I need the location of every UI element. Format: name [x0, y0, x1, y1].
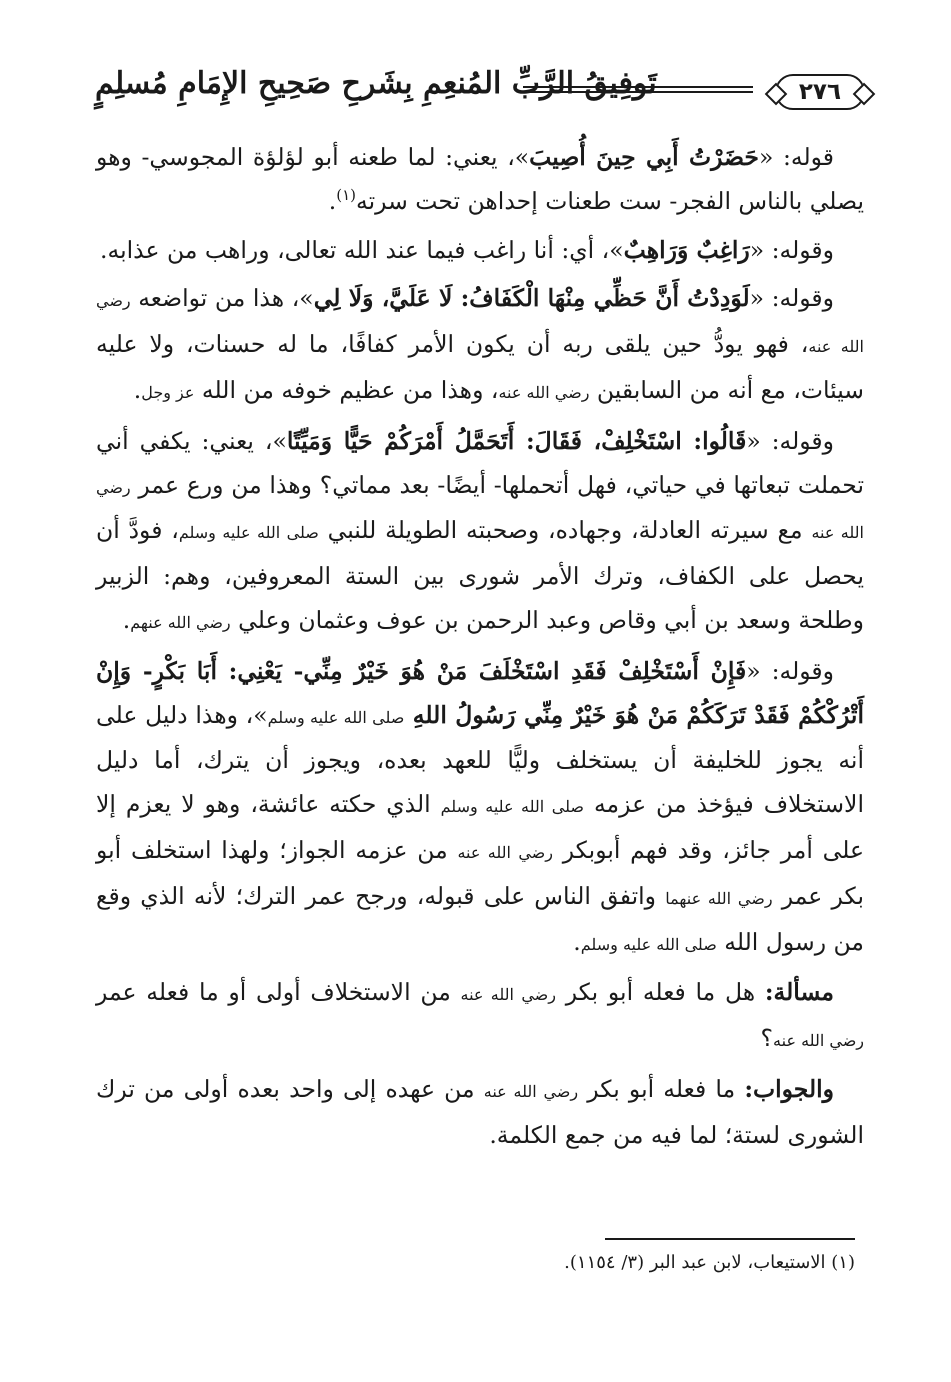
text-run: . — [573, 927, 581, 956]
text-run: ، فهو يودُّ حين يلقى ربه أن يكون الأمر كفافًا، ما له حسنات، ولا عليه سيئات، مع أنه من السابقين — [96, 330, 864, 404]
running-title: تَوفِيقُ الرَّبِّ المُنعِمِ بِشَرحِ صَحِيحِ الإِمَامِ مُسلِمٍ — [95, 66, 657, 101]
text-run: مع سيرته العادلة، وجهاده، وصحبته الطويلة للنبي — [318, 516, 812, 545]
paragraph-lead: والجواب: — [744, 1074, 834, 1103]
text-run: من الاستخلاف أولى أو ما فعله عمر — [96, 978, 461, 1007]
text-run: قوله: « — [758, 143, 834, 171]
text-run: من عزمه الجواز؛ ولهذا استخلف أبو بكر عمر — [96, 835, 864, 910]
paragraph-lead: مسألة: — [764, 978, 835, 1007]
paragraph — [96, 650, 864, 967]
paragraph — [96, 971, 864, 1063]
hadith-quote: رَاغِبٌ وَرَاهِبٌ — [623, 235, 750, 264]
honorific: رضي الله عنه — [457, 842, 553, 862]
footnote-item: (١) الاستيعاب، لابن عبد البر (٣/ ١١٥٤). — [564, 1252, 855, 1273]
text-run: وقوله: « — [749, 284, 835, 313]
text-run: . — [133, 375, 142, 404]
footnote-separator — [605, 1238, 855, 1240]
footnotes — [87, 1248, 855, 1278]
paragraph — [96, 420, 864, 645]
honorific: رضي الله عنه — [96, 477, 865, 543]
text-run: . — [328, 186, 337, 215]
text-run: »، هذا من تواضعه — [130, 284, 314, 313]
hadith-quote: قَالُوا: اسْتَخْلِفْ، فَقَالَ: أَتَحَمَّلُ أَمْرَكُمْ حَيًّا وَمَيِّتًا — [286, 426, 747, 455]
honorific: صلى الله عليه وسلم — [440, 797, 585, 817]
text-run: وقوله: « — [749, 235, 834, 264]
text-run: . — [122, 605, 131, 634]
paragraph — [96, 277, 864, 414]
text-run: واتفق الناس على قبوله، ورجح عمر الترك؛ لأنه الذي وقع من رسول الله — [96, 881, 864, 956]
text-run: هل ما فعله أبو بكر — [555, 978, 765, 1007]
text-run: »، وهذا دليل على أنه يجوز للخليفة أن يستخلف وليًّا للعهد بعده، ويجوز أن يترك، أما دليل الاستخلاف فيؤخذ من عزمه — [96, 700, 864, 819]
honorific: صلى الله عليه وسلم — [178, 523, 319, 543]
text-run: ؟ — [760, 1024, 774, 1053]
honorific: صلى الله عليه وسلم — [267, 707, 405, 727]
honorific: عز وجل — [141, 382, 195, 402]
honorific: رضي الله عنهم — [130, 612, 231, 632]
text-run: »، يعني: لما طعنه أبو لؤلؤة المجوسي- وهو يصلي بالناس الفجر- ست طعنات إحداهن تحت سرته — [96, 143, 864, 215]
honorific: رضي الله عنه — [498, 382, 590, 402]
page-number-badge — [775, 74, 865, 110]
footnote-ref: (١) — [336, 185, 356, 204]
paragraph — [96, 229, 864, 273]
hadith-quote: حَضَرْتُ أَبِي حِينَ أُصِيبَ — [529, 143, 759, 171]
text-run: من عهده إلى واحد بعده أولى من ترك الشورى لستة؛ لما فيه من جمع الكلمة. — [96, 1074, 864, 1149]
honorific: رضي الله عنه — [460, 985, 556, 1005]
text-run: ، وهذا من عظيم خوفه من الله — [194, 375, 499, 404]
hadith-quote: فَإِنْ أَسْتَخْلِفْ فَقَدِ اسْتَخْلَفَ مَنْ هُوَ خَيْرٌ مِنِّي- يَعْنِي: أَبَا بَكْرٍ- وَإِنْ أَتْرُكْكُمْ فَقَدْ تَرَكَكُمْ مَنْ هُوَ خَيْرٌ مِنِّي رَسُولُ اللهِ — [96, 656, 864, 729]
text-run: ، فودَّ أن يحصل على الكفاف، وترك الأمر شورى بين الستة المعروفين، وهم: الزبير وطلحة وسعد بن أبي وقاص وعبد الرحمن بن عوف وعثمان وعلي — [96, 516, 864, 634]
text-run: ما فعله أبو بكر — [578, 1074, 745, 1103]
paragraph — [96, 1068, 864, 1158]
text-run: »، يعني: يكفي أني تحملت تبعاتها في حياتي، فهل أتحملها- أيضًا- بعد مماتي؟ وهذا من ورع عمر — [96, 426, 864, 499]
text-run: »، أي: أنا راغب فيما عند الله تعالى، وراهب من عذابه. — [100, 235, 624, 264]
hadith-quote: لَوَدِدْتُ أَنَّ حَظِّي مِنْهَا الْكَفَافُ: لَا عَلَيَّ، وَلَا لِي — [313, 284, 750, 313]
page-number: ٢٧٦ — [798, 79, 841, 105]
text-run: الذي حكته عائشة، وهو لا يعزم إلا على أمر جائز، وقد فهم أبوبكر — [96, 790, 864, 864]
text-run: وقوله: « — [746, 426, 835, 455]
paragraph — [96, 136, 864, 224]
honorific: صلى الله عليه وسلم — [580, 934, 717, 954]
honorific: رضي الله عنه — [483, 1081, 579, 1101]
honorific: رضي الله عنه — [773, 1031, 864, 1051]
main-text — [96, 136, 864, 1163]
honorific: رضي الله عنهما — [665, 888, 773, 908]
text-run: وقوله: « — [746, 656, 834, 685]
honorific: رضي الله عنه — [96, 291, 864, 357]
running-header — [95, 62, 865, 126]
